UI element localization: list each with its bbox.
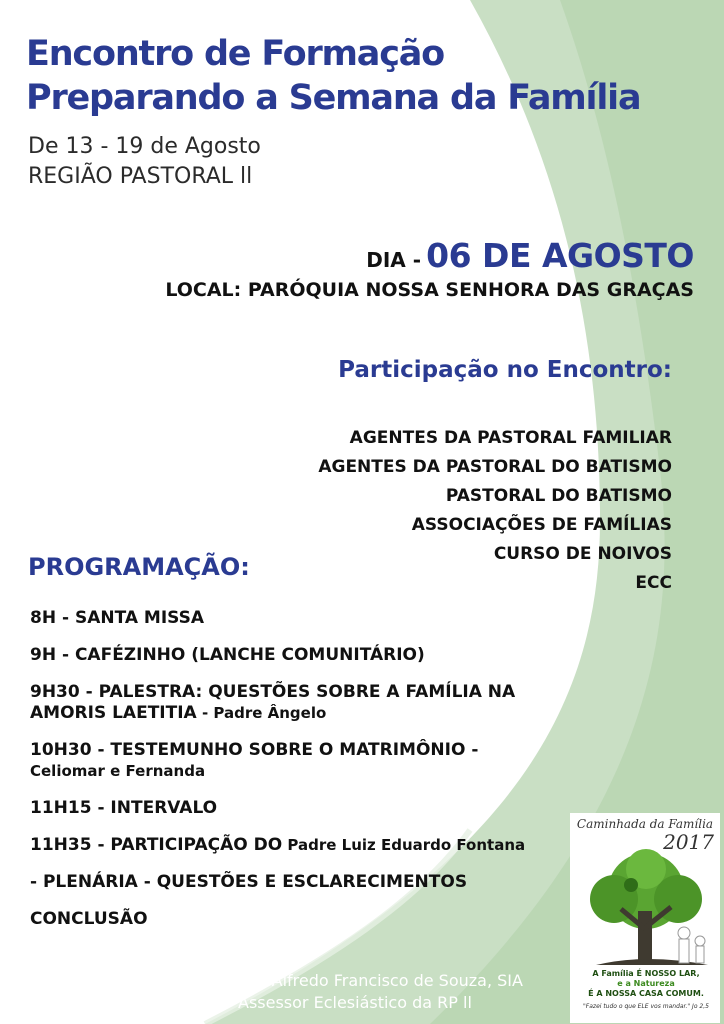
participation-title: Participação no Encontro: (338, 357, 672, 383)
list-item: ECC (635, 573, 672, 593)
event-day (366, 236, 694, 275)
program-item-main: 10H30 - TESTEMUNHO SOBRE O MATRIMÔNIO - (30, 740, 479, 760)
region-label: REGIÃO PASTORAL ll (28, 164, 253, 189)
program-item-sub: - Padre Ângelo (196, 704, 327, 722)
badge-quote: "Fazei tudo o que ELE vos mandar." Jo 2,5 (583, 1003, 709, 1010)
page-title (26, 32, 640, 120)
program-item-main: CONCLUSÃO (30, 909, 148, 929)
program-item-main: 9H30 - PALESTRA: QUESTÕES SOBRE A FAMÍLIA NA AMORIS LAETITIA (30, 682, 516, 723)
campaign-badge (570, 813, 720, 1023)
list-item: PASTORAL DO BATISMO (445, 486, 672, 506)
program-item-main: 11H15 - INTERVALO (30, 798, 218, 818)
list-item: AGENTES DA PASTORAL DO BATISMO (318, 457, 672, 477)
title-line-1: Encontro de Formação (26, 34, 445, 74)
badge-caption-1: A Família É NOSSO LAR, (592, 969, 700, 978)
program-title: PROGRAMAÇÃO: (28, 553, 250, 581)
signature-name: Frei Alfredo Francisco de Souza, SIA (238, 971, 523, 990)
date-block (28, 132, 261, 192)
program-item-main: 9H - CAFÉZINHO (LANCHE COMUNITÁRIO) (30, 645, 425, 665)
tree-icon (576, 849, 716, 969)
badge-title: Caminhada da Família (576, 817, 714, 831)
badge-caption (572, 969, 720, 999)
program-item (30, 645, 590, 666)
program-item-sub: Padre Luiz Eduardo Fontana (282, 836, 526, 854)
program-item (30, 740, 590, 782)
list-item: CURSO DE NOIVOS (493, 544, 672, 564)
date-range: De 13 - 19 de Agosto (28, 134, 261, 159)
day-value: 06 DE AGOSTO (426, 236, 694, 275)
signature-role: Assessor Eclesiástico da RP ll (238, 993, 472, 1012)
program-item-main: 8H - SANTA MISSA (30, 608, 205, 628)
event-location: LOCAL: PARÓQUIA NOSSA SENHORA DAS GRAÇAS (165, 279, 694, 301)
badge-caption-2: e a Natureza (617, 979, 675, 988)
program-item (30, 872, 590, 893)
signature-block (238, 970, 523, 1014)
program-list (30, 608, 590, 946)
program-item (30, 798, 590, 819)
participation-list (318, 424, 672, 598)
list-item: ASSOCIAÇÕES DE FAMÍLIAS (411, 515, 672, 535)
program-item (30, 608, 590, 629)
program-item (30, 909, 590, 930)
title-line-2: Preparando a Semana da Família (26, 78, 641, 118)
program-item (30, 835, 590, 856)
program-item-main: 11H35 - PARTICIPAÇÃO DO (30, 835, 283, 855)
program-item-main: - PLENÁRIA - QUESTÕES E ESCLARECIMENTOS (30, 872, 468, 892)
program-item (30, 682, 590, 724)
day-label: DIA - (366, 248, 422, 272)
badge-year: 2017 (663, 830, 714, 854)
badge-caption-3: É A NOSSA CASA COMUM. (588, 989, 704, 998)
list-item: AGENTES DA PASTORAL FAMILIAR (349, 428, 672, 448)
program-item-sub: Celiomar e Fernanda (30, 762, 206, 780)
